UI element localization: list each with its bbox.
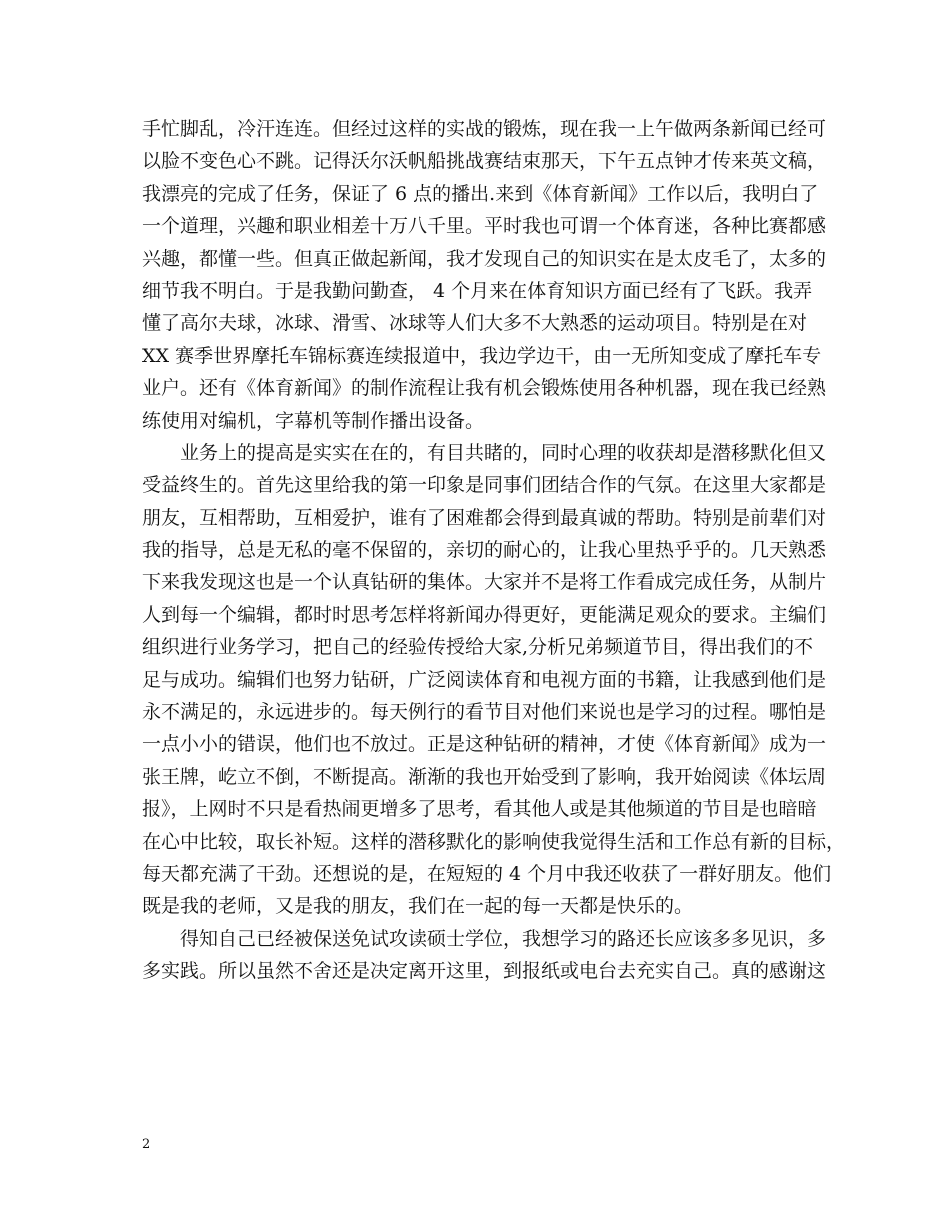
text-line: 组织进行业务学习，把自己的经验传授给大家,分析兄弟频道节目，得出我们的不 bbox=[142, 636, 814, 659]
text-line: 既是我的老师，又是我的朋友，我们在一起的每一天都是快乐的。 bbox=[142, 895, 694, 918]
text-line: 受益终生的。首先这里给我的第一印象是同事们团结合作的气氛。在这里大家都是 bbox=[142, 474, 827, 497]
text-line: XX 赛季世界摩托车锦标赛连续报道中，我边学边干，由一无所知变成了摩托车专 bbox=[142, 344, 822, 367]
text-line: 手忙脚乱，冷汗连连。但经过这样的实战的锻炼，现在我一上午做两条新闻已经可 bbox=[142, 118, 827, 140]
paragraph bbox=[142, 923, 842, 988]
text-line: 下来我发现这也是一个认真钻研的集体。大家并不是将工作看成完成任务，从制片 bbox=[142, 571, 827, 594]
text-line: 一个道理，兴趣和职业相差十万八千里。平时我也可谓一个体育迷，各种比赛都感 bbox=[142, 215, 827, 238]
text-line: 以脸不变色心不跳。记得沃尔沃帆船挑战赛结束那天，下午五点钟才传来英文稿， bbox=[142, 150, 827, 173]
text-line: 得知自己已经被保送免试攻读硕士学位，我想学习的路还长应该多多见识，多 bbox=[180, 927, 827, 950]
text-line: 我漂亮的完成了任务，保证了 6 点的播出.来到《体育新闻》工作以后，我明白了 bbox=[142, 182, 819, 205]
text-line: 在心中比较，取长补短。这样的潜移默化的影响使我觉得生活和工作总有新的目标， bbox=[142, 830, 846, 853]
text-line: 人到每一个编辑，都时时思考怎样将新闻办得更好，更能满足观众的要求。主编们 bbox=[142, 603, 827, 626]
text-line: 业户。还有《体育新闻》的制作流程让我有机会锻炼使用各种机器，现在我已经熟 bbox=[142, 377, 827, 400]
text-line: 细节我不明白。于是我勤问勤查， 4 个月来在体育知识方面已经有了飞跃。我弄 bbox=[142, 279, 813, 302]
text-line: 练使用对编机，字幕机等制作播出设备。 bbox=[142, 409, 485, 432]
text-line: 每天都充满了干劲。还想说的是，在短短的 4 个月中我还收获了一群好朋友。他们 bbox=[142, 862, 832, 885]
text-line: 永不满足的，永远进步的。每天例行的看节目对他们来说也是学习的过程。哪怕是 bbox=[142, 701, 827, 724]
text-line: 我的指导，总是无私的毫不保留的，亲切的耐心的，让我心里热乎乎的。几天熟悉 bbox=[142, 539, 827, 562]
text-line: 业务上的提高是实实在在的，有目共睹的，同时心理的收获却是潜移默化但又 bbox=[180, 441, 827, 464]
text-line: 张王牌，屹立不倒，不断提高。渐渐的我也开始受到了影响，我开始阅读《体坛周 bbox=[142, 765, 827, 788]
text-line: 一点小小的错误，他们也不放过。正是这种钻研的精神，才使《体育新闻》成为一 bbox=[142, 733, 827, 756]
text-line: 朋友，互相帮助，互相爱护，谁有了困难都会得到最真诚的帮助。特别是前辈们对 bbox=[142, 506, 827, 529]
text-line: 多实践。所以虽然不舍还是决定离开这里，到报纸或电台去充实自己。真的感谢这 bbox=[142, 960, 827, 983]
text-line: 报》，上网时不只是看热闹更增多了思考，看其他人或是其他频道的节目是也暗暗 bbox=[142, 798, 817, 821]
text-line: 兴趣，都懂一些。但真正做起新闻，我才发现自己的知识实在是太皮毛了，太多的 bbox=[142, 247, 827, 270]
page-number: 2 bbox=[142, 1137, 151, 1152]
text-line: 懂了高尔夫球，冰球、滑雪、冰球等人们大多不大熟悉的运动项目。特别是在对 bbox=[142, 312, 808, 335]
body-text bbox=[142, 113, 846, 988]
paragraph bbox=[142, 113, 842, 437]
text-line: 足与成功。编辑们也努力钻研，广泛阅读体育和电视方面的书籍，让我感到他们是 bbox=[142, 668, 827, 691]
paragraph bbox=[142, 437, 846, 923]
